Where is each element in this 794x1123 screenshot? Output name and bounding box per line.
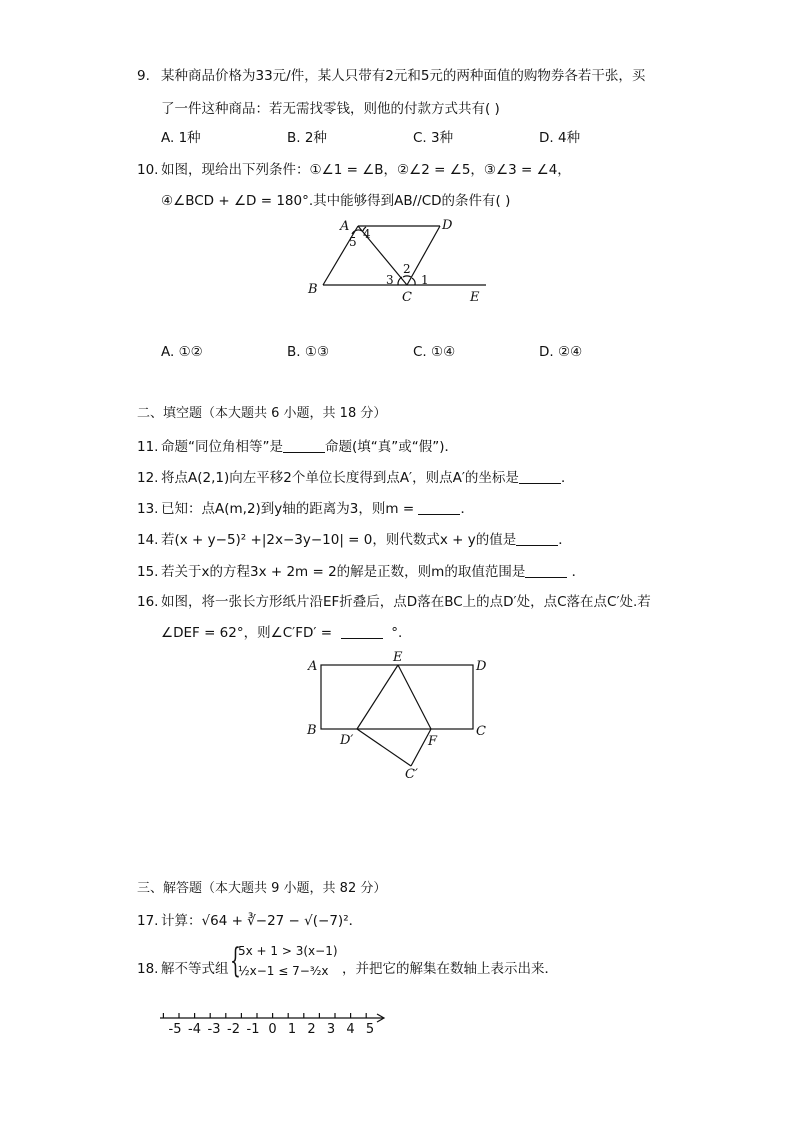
question-text: 若(x + y−5)² +|2x−3y−10| = 0，则代数式x + y的值是 — [161, 532, 517, 548]
label-e: E — [393, 650, 403, 665]
q9-option-c: C. 3种 — [413, 130, 454, 146]
label-d: D — [442, 218, 453, 233]
question-text: 某种商品价格为33元/件，某人只带有2元和5元的两种面值的购物券各若干张，买 — [161, 68, 646, 84]
question-text: 解不等式组 — [161, 961, 229, 977]
tick-label: -4 — [188, 1022, 201, 1037]
label-b: B — [307, 723, 317, 738]
question-13 — [137, 499, 697, 519]
question-text-end: 命题(填“真”或“假”)． — [325, 439, 459, 455]
question-text-end: ． — [558, 532, 572, 548]
q9-option-b: B. 2种 — [287, 130, 327, 146]
question-text-end: °. — [391, 625, 403, 641]
answer-blank[interactable] — [516, 531, 558, 546]
question-10-line2: ④∠BCD + ∠D = 180°.其中能够得到AB//CD的条件有( ) — [161, 193, 511, 209]
question-10-line1 — [137, 160, 697, 180]
inequality-2: ½x−1 ≤ 7−³⁄₂x — [238, 964, 329, 978]
question-number: 13. — [137, 501, 159, 517]
q10-figure — [300, 215, 500, 307]
answer-blank[interactable] — [519, 469, 561, 484]
question-number: 15. — [137, 564, 159, 580]
tick-label: 0 — [268, 1022, 277, 1037]
label-f: F — [428, 734, 438, 749]
angle-arc-2 — [403, 276, 411, 277]
question-number: 16. — [137, 594, 159, 610]
section-3-heading: 三、解答题（本大题共 9 小题，共 82 分） — [137, 881, 387, 896]
angle-label-5: 5 — [349, 235, 357, 249]
question-16-line1 — [137, 592, 697, 612]
label-d: D — [476, 659, 487, 674]
angle-arc-1 — [412, 278, 415, 285]
tick-label: 3 — [326, 1022, 336, 1037]
question-text-end: ． — [460, 501, 474, 517]
question-18-tail: ，并把它的解集在数轴上表示出来． — [342, 961, 558, 977]
question-number: 14. — [137, 532, 159, 548]
tick-label: -2 — [227, 1022, 240, 1037]
q10-option-c: C. ①④ — [413, 344, 456, 360]
q10-option-b: B. ①③ — [287, 344, 330, 360]
segment-ed-prime — [357, 665, 398, 729]
answer-blank[interactable] — [341, 624, 383, 639]
tick-label: -5 — [168, 1022, 182, 1037]
label-a: A — [308, 659, 318, 674]
angle-label-1: 1 — [421, 273, 429, 287]
question-number: 9. — [137, 68, 150, 84]
brace: { — [230, 941, 241, 981]
question-text-end: ． — [560, 470, 575, 486]
q10-option-d: D. ②④ — [539, 344, 583, 360]
tick-label: 4 — [346, 1022, 355, 1037]
question-9-line1 — [137, 66, 697, 86]
tick-label: -3 — [207, 1022, 221, 1037]
question-text: 如图，将一张长方形纸片沿EF折叠后，点D落在BC上的点D′处，点C落在点C′处.若 — [161, 594, 651, 610]
question-text: ∠DEF = 62°，则∠C′FD′ = — [161, 625, 333, 641]
label-e: E — [470, 290, 480, 305]
tick-label: 5 — [365, 1022, 375, 1037]
answer-blank[interactable] — [525, 563, 567, 578]
question-9-line2: 了一件这种商品：若无需找零钱，则他的付款方式共有( ) — [161, 101, 500, 117]
answer-blank[interactable] — [283, 438, 325, 453]
question-number: 17. — [137, 913, 159, 929]
question-text: 若关于x的方程3x + 2m = 2的解是正数，则m的取值范围是 — [161, 564, 526, 580]
tick-label: 2 — [307, 1022, 316, 1037]
tick-label: -1 — [246, 1022, 260, 1037]
q10-option-a: A. ①② — [161, 344, 203, 360]
label-d-prime: D′ — [340, 733, 354, 748]
question-16-line2 — [161, 623, 402, 643]
inequality-1: 5x + 1 > 3(x−1) — [238, 944, 338, 958]
q9-option-a: A. 1种 — [161, 130, 201, 146]
question-17 — [137, 911, 697, 931]
question-text-end: ． — [571, 564, 586, 580]
label-c-prime: C′ — [405, 767, 418, 780]
crease-ef — [398, 665, 431, 729]
question-14 — [137, 530, 697, 550]
label-c: C — [402, 290, 412, 305]
question-text: 已知：点A(m,2)到y轴的距离为3，则m = — [161, 501, 415, 517]
question-11 — [137, 437, 697, 457]
question-number: 10. — [137, 162, 159, 178]
q16-figure — [300, 648, 500, 780]
angle-label-2: 2 — [403, 262, 411, 276]
segment-d-prime-c-prime — [357, 729, 411, 766]
label-b: B — [308, 282, 318, 297]
question-text: 计算：√64 + ∛−27 − √(−7)²． — [161, 913, 363, 929]
question-text: 命题“同位角相等”是 — [161, 439, 283, 455]
question-15 — [137, 562, 697, 582]
question-text: 如图，现给出下列条件：①∠1 = ∠B，②∠2 = ∠5，③∠3 = ∠4， — [161, 162, 571, 178]
section-2-heading: 二、填空题（本大题共 6 小题，共 18 分） — [137, 406, 387, 421]
angle-label-4: 4 — [363, 227, 371, 241]
q9-option-d: D. 4种 — [539, 130, 581, 146]
tick-label: 1 — [287, 1022, 297, 1037]
rectangle-abcd — [321, 665, 473, 729]
question-number: 12. — [137, 470, 159, 486]
question-12 — [137, 468, 697, 488]
question-number: 18. — [137, 961, 159, 977]
angle-label-3: 3 — [386, 273, 394, 287]
number-line — [155, 1008, 395, 1038]
answer-blank[interactable] — [418, 500, 460, 515]
label-a: A — [340, 219, 350, 234]
label-c: C — [476, 724, 486, 739]
question-number: 11. — [137, 439, 159, 455]
question-text: 将点A(2,1)向左平移2个单位长度得到点A′，则点A′的坐标是 — [161, 470, 519, 486]
